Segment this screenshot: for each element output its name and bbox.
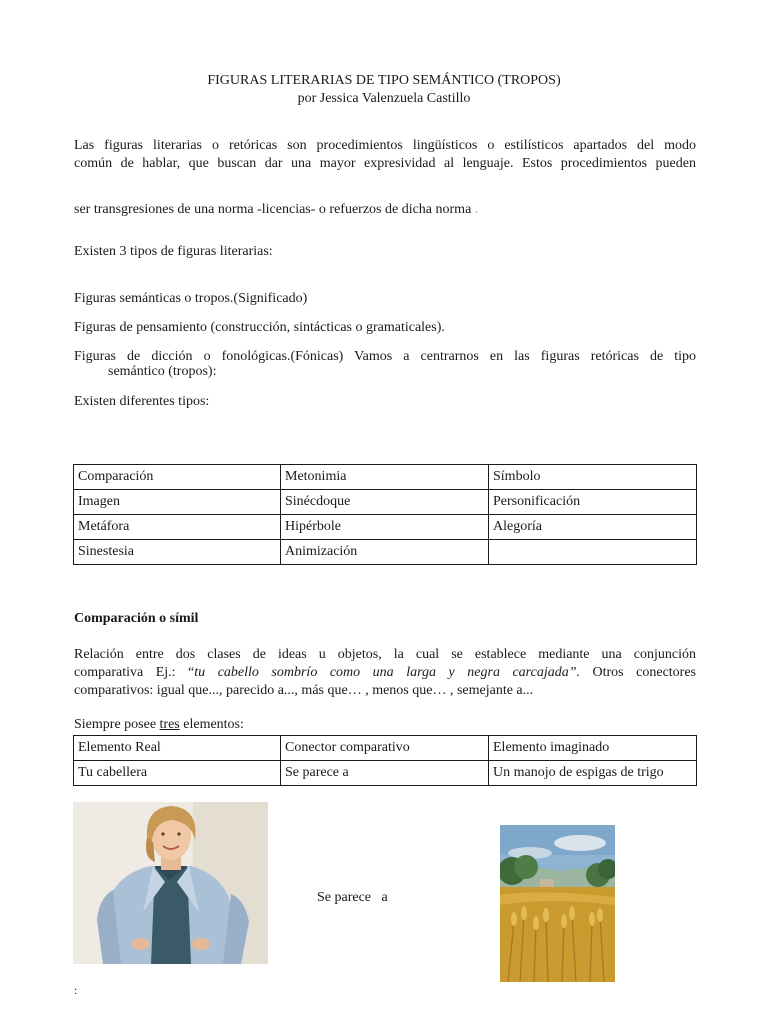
table-cell: Elemento Real: [74, 736, 281, 761]
type-thought: Figuras de pensamiento (construcción, sintácticas o gramaticales).: [74, 320, 445, 335]
table-cell: Elemento imaginado: [489, 736, 697, 761]
different-types: Existen diferentes tipos:: [74, 394, 210, 409]
table-cell: Sinestesia: [74, 540, 281, 565]
intro-paragraph: [74, 137, 696, 173]
woman-photo: [73, 802, 268, 964]
table-row: [74, 465, 697, 490]
comparison-example: tu cabello sombrío como una larga y negra carcajada”.: [194, 665, 580, 680]
table-cell: Conector comparativo: [281, 736, 489, 761]
document-author: por Jessica Valenzuela Castillo: [297, 91, 471, 106]
table-cell: Sinécdoque: [281, 490, 489, 515]
table-cell: Símbolo: [489, 465, 697, 490]
elements-intro-underlined: tres: [159, 717, 180, 732]
types-intro: Existen 3 tipos de figuras literarias:: [74, 244, 273, 259]
wheat-painting-illustration: [500, 825, 615, 982]
table-row: [74, 515, 697, 540]
type-diction: [74, 349, 696, 379]
table-row: [74, 761, 697, 786]
document-title: FIGURAS LITERARIAS DE TIPO SEMÁNTICO (TROPOS): [207, 73, 561, 88]
intro-line-3: ser transgresiones de una norma -licencias- o refuerzos de dicha norma: [74, 202, 472, 217]
elements-intro-b: elementos:: [179, 717, 244, 732]
table-cell: Metáfora: [74, 515, 281, 540]
table-cell: Hipérbole: [281, 515, 489, 540]
table-cell: Imagen: [74, 490, 281, 515]
table-cell: Metonimia: [281, 465, 489, 490]
intro-line-3-end: .: [474, 202, 479, 217]
type-diction-line-1: Figuras de dicción o fonológicas.(Fónicas) Vamos a centrarnos en las figuras retóricas de tipo: [74, 349, 696, 364]
footer-mark: :: [74, 983, 78, 997]
table-cell: Tu cabellera: [74, 761, 281, 786]
comparison-line-2-a: comparativa Ej.: “: [74, 665, 195, 680]
figures-table: [73, 464, 697, 565]
table-cell: Personificación: [489, 490, 697, 515]
table-cell: [489, 540, 697, 565]
table-cell: Comparación: [74, 465, 281, 490]
elements-intro-a: Siempre posee: [74, 717, 160, 732]
table-row: [74, 540, 697, 565]
intro-line-1: Las figuras literarias o retóricas son procedimientos lingüísticos o estilísticos apartados del modo: [74, 138, 696, 153]
comparison-line-1: Relación entre dos clases de ideas u objetos, la cual se establece mediante una conjunción: [74, 647, 696, 662]
comparison-connector: Se parece a: [317, 890, 388, 905]
table-row: [74, 736, 697, 761]
intro-line-3-wrap: [74, 202, 478, 218]
type-semantic: Figuras semánticas o tropos.(Significado): [74, 291, 308, 306]
wheat-field-painting: [500, 825, 615, 982]
table-cell: Se parece a: [281, 761, 489, 786]
type-diction-line-2: semántico (tropos):: [108, 364, 217, 379]
comparison-paragraph: [74, 646, 696, 700]
table-cell: Animización: [281, 540, 489, 565]
comparison-line-2: [74, 664, 696, 682]
woman-photo-illustration: [73, 802, 268, 964]
comparison-heading: Comparación o símil: [74, 611, 199, 626]
elements-table: [73, 735, 697, 786]
table-row: [74, 490, 697, 515]
elements-intro: [74, 717, 244, 733]
intro-line-2: común de hablar, que buscan dar una mayor expresividad al lenguaje. Estos procedimientos pueden: [74, 156, 696, 171]
table-cell: Un manojo de espigas de trigo: [489, 761, 697, 786]
comparison-line-3: comparativos: igual que..., parecido a..., más que… , menos que… , semejante a...: [74, 683, 534, 698]
comparison-line-2-b: Otros conectores: [580, 665, 697, 680]
table-cell: Alegoría: [489, 515, 697, 540]
